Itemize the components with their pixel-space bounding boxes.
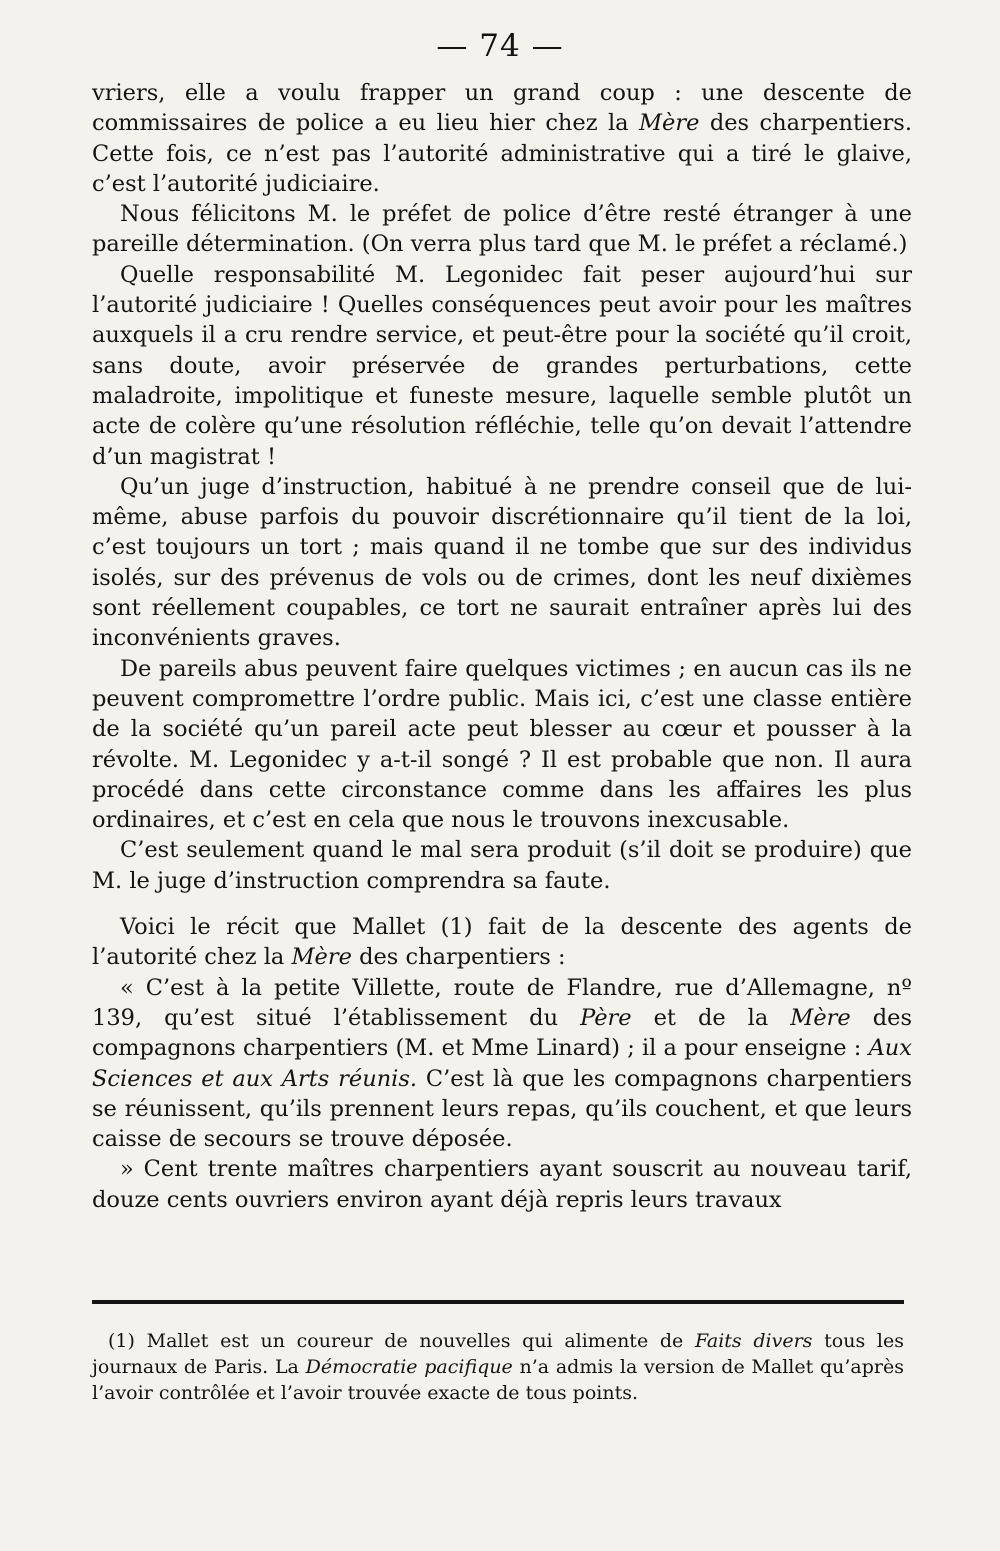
italic-text: Aux Sciences et aux Arts réunis. [92, 1035, 912, 1092]
text-segment: vriers, elle a voulu frapper un grand coup : une descente de commissaires de police a eu lieu hier chez la [92, 80, 912, 137]
italic-text: Démocratie pacifique [305, 1356, 513, 1378]
paragraph-2 [92, 199, 912, 260]
text-segment: (1) Mallet est un coureur de nouvelles qui alimente de [108, 1330, 695, 1352]
body-text [92, 78, 912, 1215]
text-segment: « C’est à la petite Villette, route de Flandre, rue d’Allemagne, nº 139, qu’est situé l’établissement du [92, 974, 912, 1031]
text-segment: De pareils abus peuvent faire quelques victimes ; en aucun cas ils ne peuvent compromettre l’ordre public. Mais ici, c’est une classe entière de la société qu’un pareil acte peut blesser au cœur et pousser à la révolte. M. Legonidec y a-t-il songé ? Il est probable que non. Il aura procédé dans cette circonstance comme dans les affaires les plus ordinaires, et c’est en cela que nous le trouvons inexcusable. [92, 655, 912, 834]
text-segment: des compagnons charpentiers (M. et Mme Linard) ; il a pour enseigne : [92, 1004, 912, 1062]
text-segment: Quelle responsabilité M. Legonidec fait peser aujourd’hui sur l’autorité judiciaire ! Quelles conséquences peut avoir pour les maîtres auxquels il a cru rendre service, et peut-être pour la société qu’il croit, sans doute, avoir préservée de grandes perturbations, cette maladroite, impolitique et funeste mesure, laquelle semble plutôt un acte de colère qu’une résolution réfléchie, telle qu’on devait l’attendre d’un magistrat ! [92, 261, 912, 470]
text-segment: Voici le récit que Mallet (1) fait de la descente des agents de l’autorité chez la [92, 914, 912, 971]
footnotes [92, 1328, 904, 1406]
paragraph-6 [92, 835, 912, 896]
italic-text: Mère [639, 110, 700, 137]
paragraph-1 [92, 78, 912, 199]
text-segment: Nous félicitons M. le préfet de police d’être resté étranger à une pareille détermination. (On verra plus tard que M. le préfet a réclamé.) [92, 201, 912, 258]
text-segment: » Cent trente maîtres charpentiers ayant souscrit au nouveau tarif, douze cents ouvriers environ ayant déjà repris leurs travaux [92, 1156, 912, 1213]
text-segment: tous les journaux de Paris. La [92, 1330, 904, 1378]
page-number: — 74 — [436, 28, 564, 64]
paragraph-7 [92, 912, 912, 973]
text-segment: C’est seulement quand le mal sera produit (s’il doit se produire) que M. le juge d’instruction comprendra sa faute. [92, 837, 912, 894]
italic-text: Faits divers [695, 1330, 813, 1352]
paragraph-9 [92, 1154, 912, 1215]
italic-text: Mère [291, 944, 352, 971]
text-segment: n’a admis la version de Mallet qu’après l’avoir contrôlée et l’avoir trouvée exacte de tous points. [92, 1356, 904, 1404]
italic-text: Mère [790, 1004, 851, 1031]
footnote-rule [92, 1300, 904, 1304]
footnote-1 [92, 1328, 904, 1406]
paragraph-3 [92, 260, 912, 472]
text-segment: C’est là que les compagnons charpentiers se réunissent, qu’ils prennent leurs repas, qu’ils couchent, et que leurs caisse de secours se trouve déposée. [92, 1065, 912, 1153]
paragraph-8 [92, 973, 912, 1155]
text-segment: et de la [631, 1004, 791, 1031]
text-segment: des charpentiers : [351, 944, 566, 971]
text-segment: Qu’un juge d’instruction, habitué à ne prendre conseil que de lui-même, abuse parfois du pouvoir discrétionnaire qu’il tient de la loi, c’est toujours un tort ; mais quand il ne tombe que sur des individus isolés, sur des prévenus de vols ou de crimes, dont les neuf dixièmes sont réellement coupables, ce tort ne saurait entraîner après lui des inconvénients graves. [92, 473, 912, 652]
italic-text: Père [580, 1004, 632, 1031]
paragraph-4 [92, 472, 912, 654]
text-segment: des charpentiers. Cette fois, ce n’est pas l’autorité administrative qui a tiré le glaive, c’est l’autorité judiciaire. [92, 110, 912, 197]
paragraph-5 [92, 654, 912, 836]
